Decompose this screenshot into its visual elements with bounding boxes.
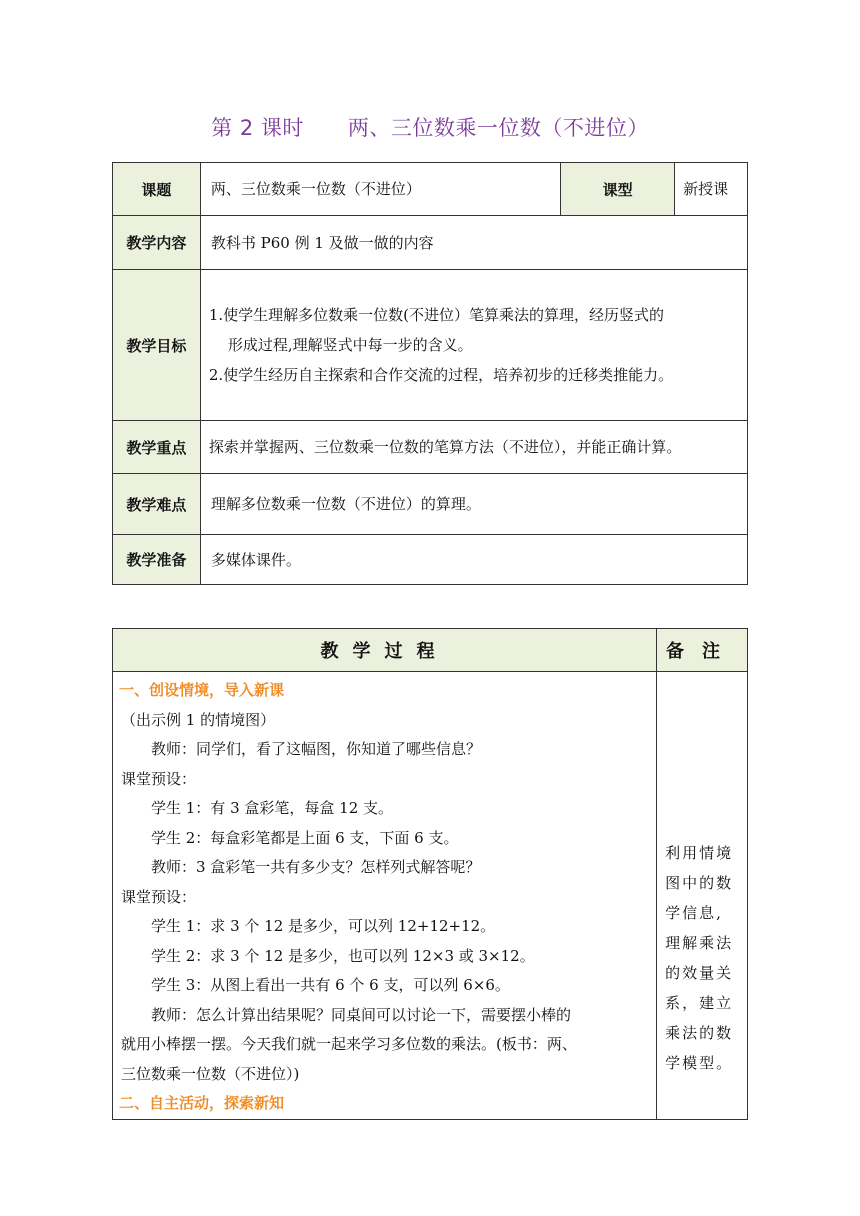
section-heading: 一、创设情境，导入新课 xyxy=(119,681,285,699)
lesson-topic: 两、三位数乘一位数（不进位） xyxy=(347,116,649,140)
lesson-info-table xyxy=(112,162,748,585)
note-line: 乘法的数 xyxy=(665,1024,734,1042)
note-line: 学模型。 xyxy=(665,1054,734,1072)
key-point-label: 教学重点 xyxy=(113,421,201,474)
process-line: 学生 3：从图上看出一共有 6 个 6 支，可以列 6×6。 xyxy=(151,976,510,994)
content-label: 教学内容 xyxy=(113,216,201,270)
note-line: 图中的数 xyxy=(665,874,734,892)
difficulty-label: 教学难点 xyxy=(113,474,201,535)
type-label: 课型 xyxy=(561,163,675,216)
process-line: 学生 2：求 3 个 12 是多少，也可以列 12×3 或 3×12。 xyxy=(151,946,535,965)
content-value: 教科书 P60 例 1 及做一做的内容 xyxy=(200,216,747,270)
process-header: 教学过程 xyxy=(113,629,657,672)
process-line: 教师：3 盒彩笔一共有多少支？怎样列式解答呢？ xyxy=(151,858,481,876)
goal-line: 形成过程,理解竖式中每一步的含义。 xyxy=(227,336,473,354)
section-heading: 二、自主活动，探索新知 xyxy=(119,1094,285,1112)
process-line: 学生 1：有 3 盒彩笔，每盒 12 支。 xyxy=(151,799,394,817)
note-line: 的效量关 xyxy=(665,964,734,982)
process-content xyxy=(113,672,657,1120)
notes-content xyxy=(657,672,748,1120)
process-line: 教师：同学们，看了这幅图，你知道了哪些信息？ xyxy=(151,740,482,758)
process-line: 课堂预设： xyxy=(121,887,197,906)
note-line: 系，建立 xyxy=(665,994,734,1012)
lesson-number: 第 2 课时 xyxy=(211,116,304,140)
goal-line: 1.使学生理解多位数乘一位数(不进位）笔算乘法的算理，经历竖式的 xyxy=(208,306,665,324)
process-line: 课堂预设： xyxy=(121,769,197,788)
process-line: 学生 1：求 3 个 12 是多少，可以列 12+12+12。 xyxy=(151,917,496,935)
topic-label: 课题 xyxy=(113,163,201,216)
process-line: 三位数乘一位数（不进位）) xyxy=(121,1064,300,1083)
difficulty-value: 理解多位数乘一位数（不进位）的算理。 xyxy=(200,474,747,535)
process-line: 教师：怎么计算出结果呢？同桌间可以讨论一下，需要摆小棒的 xyxy=(151,1005,572,1024)
topic-value: 两、三位数乘一位数（不进位） xyxy=(200,163,560,216)
goal-label: 教学目标 xyxy=(113,270,201,421)
note-line: 理解乘法 xyxy=(665,934,734,952)
page-title xyxy=(0,112,860,142)
note-line: 学信息, xyxy=(665,904,723,922)
key-point-value: 探索并掌握两、三位数乘一位数的笔算方法（不进位），并能正确计算。 xyxy=(200,421,747,474)
teaching-process-table xyxy=(112,628,748,1120)
goal-value xyxy=(200,270,747,421)
process-line: （出示例 1 的情境图） xyxy=(121,710,276,729)
notes-header: 备注 xyxy=(657,629,748,672)
preparation-value: 多媒体课件。 xyxy=(200,535,747,585)
process-line: 学生 2：每盒彩笔都是上面 6 支，下面 6 支。 xyxy=(151,828,459,847)
note-line: 利用情境 xyxy=(665,844,734,862)
goal-line: 2.使学生经历自主探索和合作交流的过程，培养初步的迁移类推能力。 xyxy=(208,366,674,384)
type-value: 新授课 xyxy=(675,163,748,216)
process-line: 就用小棒摆一摆。今天我们就一起来学习多位数的乘法。(板书：两、 xyxy=(121,1035,577,1053)
preparation-label: 教学准备 xyxy=(113,535,201,585)
